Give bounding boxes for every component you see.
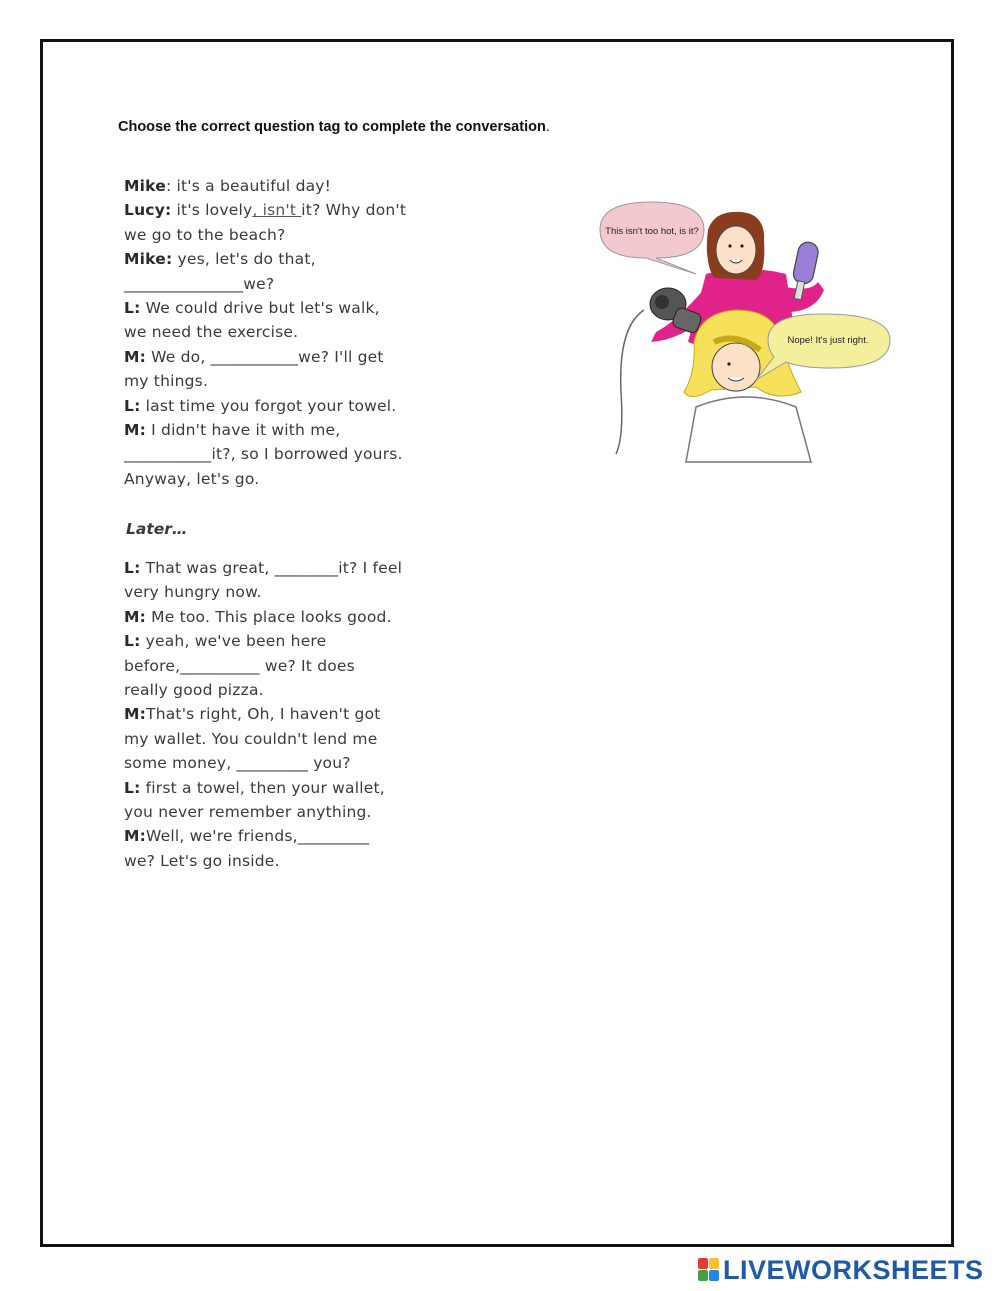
dialog-text: my things. [124,372,209,391]
dialog-line [124,702,444,726]
answer-blank[interactable]: ________ [274,559,339,577]
dialog-text: first a towel, then your wallet, [140,778,385,797]
instruction-period: . [545,119,550,135]
speaker-label: M: [124,347,147,366]
dialog-line [124,394,444,418]
dialog-line [124,727,444,751]
dialog-text-after: you? [308,754,351,773]
dialog-text: We could drive but let's walk, [140,298,380,317]
dialog-text-after: we? It does [259,656,355,675]
dialog-text: before, [124,656,181,675]
dialog-line [124,849,444,873]
conversation-part-1 [124,174,444,491]
dialog-line [124,654,444,678]
speaker-label: M: [124,827,147,846]
dryer-cord-icon [616,310,644,454]
dialog-line [124,223,444,247]
dialog-text: we need the exercise. [124,323,299,342]
dialog-line [124,296,444,320]
dialog-line [124,556,444,580]
dialog-text: you never remember anything. [124,802,372,821]
bubble-top-text: This isn't too hot, is it? [605,226,699,237]
speaker-label: L: [124,396,141,415]
dialog-line [124,751,444,775]
answer-blank[interactable]: ___________ [210,347,299,366]
dialog-text: I didn't have it with me, [146,420,341,439]
hairdresser-face-icon [716,226,756,274]
dialog-text: some money, [124,754,237,773]
dialog-text: That's right, Oh, I haven't got [146,705,381,724]
speaker-label: Lucy: [124,201,172,220]
instruction-bold: Choose the correct question tag to complete the conversation [118,119,546,135]
dialog-line [124,580,444,604]
speaker-label: Mike: [124,250,173,269]
dialog-text: We do, [146,347,211,366]
dialog-text: we? Let's go inside. [124,851,280,870]
answer-blank[interactable]: ___________ [124,445,212,464]
dialog-text-after: it? Why don't [301,201,407,220]
answer-blank[interactable]: _________ [236,754,309,773]
dialog-text: yeah, we've been here [140,632,327,651]
speaker-label: L: [124,298,141,317]
dialog-line [124,467,444,491]
dialog-line [124,198,444,222]
dialog-line [124,345,444,369]
dialog-line [124,605,444,629]
answer-blank[interactable]: _________ [297,827,370,846]
dialog-text: last time you forgot your towel. [140,396,397,415]
chair-icon [686,397,811,462]
customer-face-icon [712,343,760,391]
dialog-text-after: it?, so I borrowed yours. [211,445,403,464]
instruction-text [118,119,550,135]
later-label: Later… [126,520,188,538]
dialog-text: : it's a beautiful day! [165,177,332,195]
speaker-label: L: [124,632,141,651]
hairdresser-arm-icon [786,282,824,312]
dialog-line [124,369,444,393]
dialog-line [124,824,444,848]
dialog-text: Me too. This place looks good. [146,607,392,626]
hairdresser-illustration [596,192,896,464]
dialog-line [124,629,444,653]
dialog-text: my wallet. You couldn't lend me [124,729,378,748]
dialog-text: That was great, [140,559,275,577]
dialog-text: Anyway, let's go. [124,469,260,488]
dialog-line [124,320,444,344]
liveworksheets-brand [698,1254,984,1286]
dialog-text-after: it? I feel [338,559,403,577]
dialog-text: it's lovely [171,201,253,220]
dialog-text: we go to the beach? [124,225,286,244]
speaker-label: L: [124,559,141,577]
speaker-label: L: [124,778,141,797]
bubble-bottom-text: Nope! It's just right. [787,335,869,346]
speaker-label: M: [124,607,147,626]
filled-answer: , isn't [252,201,302,220]
dialog-line [124,418,444,442]
dialog-text: Well, we're friends, [146,827,298,846]
dialog-text: really good pizza. [124,680,264,699]
dialog-line [124,174,444,198]
dialog-text: yes, let's do that, [172,250,316,269]
dialog-text-after: we? [243,274,275,293]
answer-blank[interactable]: _______________ [124,274,244,293]
answer-blank[interactable]: __________ [180,656,260,675]
hand-mirror-icon [792,240,820,285]
speaker-label: Mike [124,177,166,195]
dialog-line [124,272,444,296]
dialog-line [124,800,444,824]
speech-bubble-top [600,202,704,274]
speaker-label: M: [124,420,147,439]
dialog-line [124,776,444,800]
dialog-text-after: we? I'll get [298,347,384,366]
liveworksheets-wordmark: LIVEWORKSHEETS [723,1254,984,1285]
dialog-text: very hungry now. [124,583,262,602]
conversation-part-2 [124,556,444,873]
speaker-label: M: [124,705,147,724]
dialog-line [124,678,444,702]
dialog-line [124,442,444,466]
liveworksheets-logo-icon [698,1258,720,1282]
dialog-line [124,247,444,271]
